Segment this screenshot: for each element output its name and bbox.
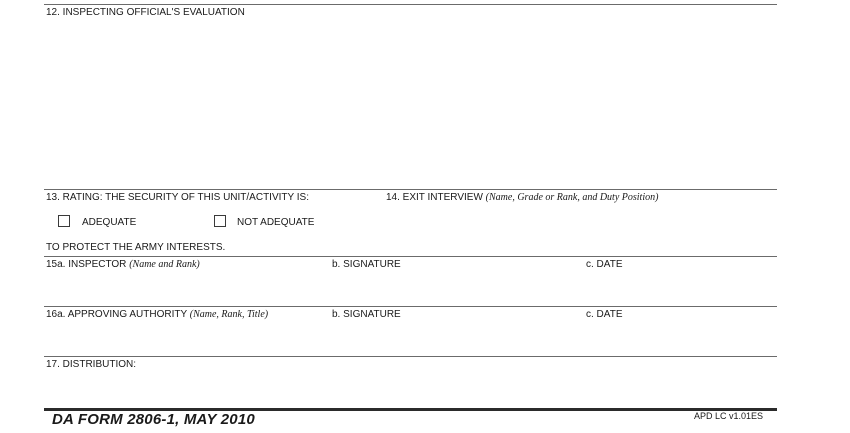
inspector-title: 15a. INSPECTOR xyxy=(46,259,127,270)
distribution-field[interactable] xyxy=(46,374,774,404)
section-17-label: 17. DISTRIBUTION: xyxy=(46,359,137,370)
adequate-checkbox[interactable] xyxy=(58,215,70,227)
inspector-signature-field[interactable] xyxy=(332,278,582,300)
section-14-hint: (Name, Grade or Rank, and Duty Position) xyxy=(485,192,659,203)
inspector-date-field[interactable] xyxy=(586,278,774,300)
section-13-label: 13. RATING: THE SECURITY OF THIS UNIT/ACTIVITY IS: xyxy=(46,192,310,203)
section-14-title: 14. EXIT INTERVIEW xyxy=(386,192,483,203)
section-12-label: 12. INSPECTING OFFICIAL'S EVALUATION xyxy=(46,7,245,18)
inspector-hint: (Name and Rank) xyxy=(129,259,200,270)
not-adequate-label: NOT ADEQUATE xyxy=(237,217,315,228)
section-15b-label: b. SIGNATURE xyxy=(332,259,401,270)
approving-authority-date-field[interactable] xyxy=(586,328,774,350)
section-16b-label: b. SIGNATURE xyxy=(332,309,401,320)
da-form-2806-1-page xyxy=(44,0,777,433)
adequate-label: ADEQUATE xyxy=(82,217,137,228)
protect-army-interests-text: TO PROTECT THE ARMY INTERESTS. xyxy=(46,242,226,253)
section-16c-label: c. DATE xyxy=(586,309,623,320)
not-adequate-checkbox[interactable] xyxy=(214,215,226,227)
approving-authority-title: 16a. APPROVING AUTHORITY xyxy=(46,309,187,320)
inspecting-officials-evaluation-field[interactable] xyxy=(46,22,774,184)
exit-interview-field[interactable] xyxy=(386,207,774,251)
section-15a-label xyxy=(46,259,200,271)
section-14-label xyxy=(386,192,658,204)
section-17-top-rule xyxy=(44,356,777,357)
approving-authority-hint: (Name, Rank, Title) xyxy=(189,309,269,320)
section-15-top-rule xyxy=(44,256,777,257)
form-version: APD LC v1.01ES xyxy=(694,411,764,421)
section-15c-label: c. DATE xyxy=(586,259,623,270)
approving-authority-field[interactable] xyxy=(46,328,326,350)
section-16a-label xyxy=(46,309,268,321)
inspector-name-field[interactable] xyxy=(46,278,326,300)
form-title: DA FORM 2806-1, MAY 2010 xyxy=(52,411,255,428)
section-13-top-rule xyxy=(44,189,777,190)
section-12-top-rule xyxy=(44,4,777,5)
approving-authority-signature-field[interactable] xyxy=(332,328,582,350)
section-16-top-rule xyxy=(44,306,777,307)
